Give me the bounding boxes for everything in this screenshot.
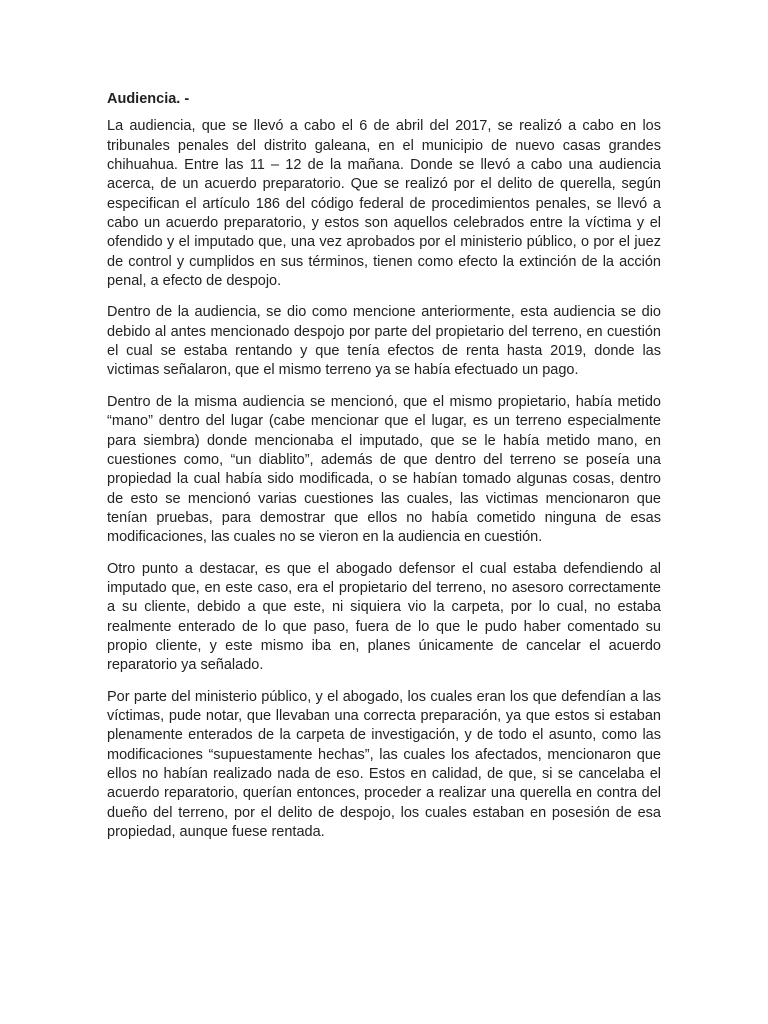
- paragraph: Por parte del ministerio público, y el abogado, los cuales eran los que defendían a las víctimas, pude notar, que llevaban una correcta preparación, ya que estos si estaban plenamente enterados de la carpeta de investigación, y de todo el asunto, como las modificaciones “supuestamente hechas”, las cuales los afectados, mencionaron que ellos no habían realizado nada de eso. Estos en calidad, de que, si se cancelaba el acuerdo reparatorio, querían entonces, proceder a realizar una querella en contra del dueño del terreno, por el delito de despojo, los cuales estaban en posesión de esa propiedad, aunque fuese rentada.: [107, 688, 661, 841]
- document-heading: Audiencia. -: [107, 91, 190, 107]
- paragraph: Dentro de la misma audiencia se mencionó, que el mismo propietario, había metido “mano” dentro del lugar (cabe mencionar que el lugar, es un terreno especialmente para siembra) donde mencionaba el imputado, que se le había metido mano, en cuestiones como, “un diablito”, además de que dentro del terreno se poseía una propiedad la cual había sido modificada, o se habían tomado algunas cosas, dentro de esto se mencionó varias cuestiones las cuales, las victimas mencionaron que tenían pruebas, para demostrar que ellos no había cometido ninguna de esas modificaciones, las cuales no se vieron en la audiencia en cuestión.: [107, 393, 661, 546]
- paragraph: La audiencia, que se llevó a cabo el 6 de abril del 2017, se realizó a cabo en los tribunales penales del distrito galeana, en el municipio de nuevo casas grandes chihuahua. Entre las 11 – 12 de la mañana. Donde se llevó a cabo una audiencia acerca, de un acuerdo preparatorio. Que se realizó por el delito de querella, según especifican el artículo 186 del código federal de procedimientos penales, se llevó a cabo un acuerdo preparatorio, y estos son aquellos celebrados entre la víctima y el ofendido y el imputado que, una vez aprobados por el ministerio público, o por el juez de control y cumplidos en sus términos, tienen como efecto la extinción de la acción penal, a efecto de despojo.: [107, 118, 661, 290]
- paragraph: Otro punto a destacar, es que el abogado defensor el cual estaba defendiendo al imputado que, en este caso, era el propietario del terreno, no asesoro correctamente a su cliente, debido a que este, ni siquiera vio la carpeta, por lo cual, no estaba realmente enterado de lo que paso, fuera de lo que le pudo haber comentado su propio cliente, y este mismo iba en, planes únicamente de cancelar el acuerdo reparatorio ya señalado.: [107, 560, 661, 674]
- paragraph: Dentro de la audiencia, se dio como mencione anteriormente, esta audiencia se dio debido al antes mencionado despojo por parte del propietario del terreno, en cuestión el cual se estaba rentando y que tenía efectos de renta hasta 2019, donde las victimas señalaron, que el mismo terreno ya se había efectuado un pago.: [107, 304, 661, 379]
- document-body: [107, 90, 661, 854]
